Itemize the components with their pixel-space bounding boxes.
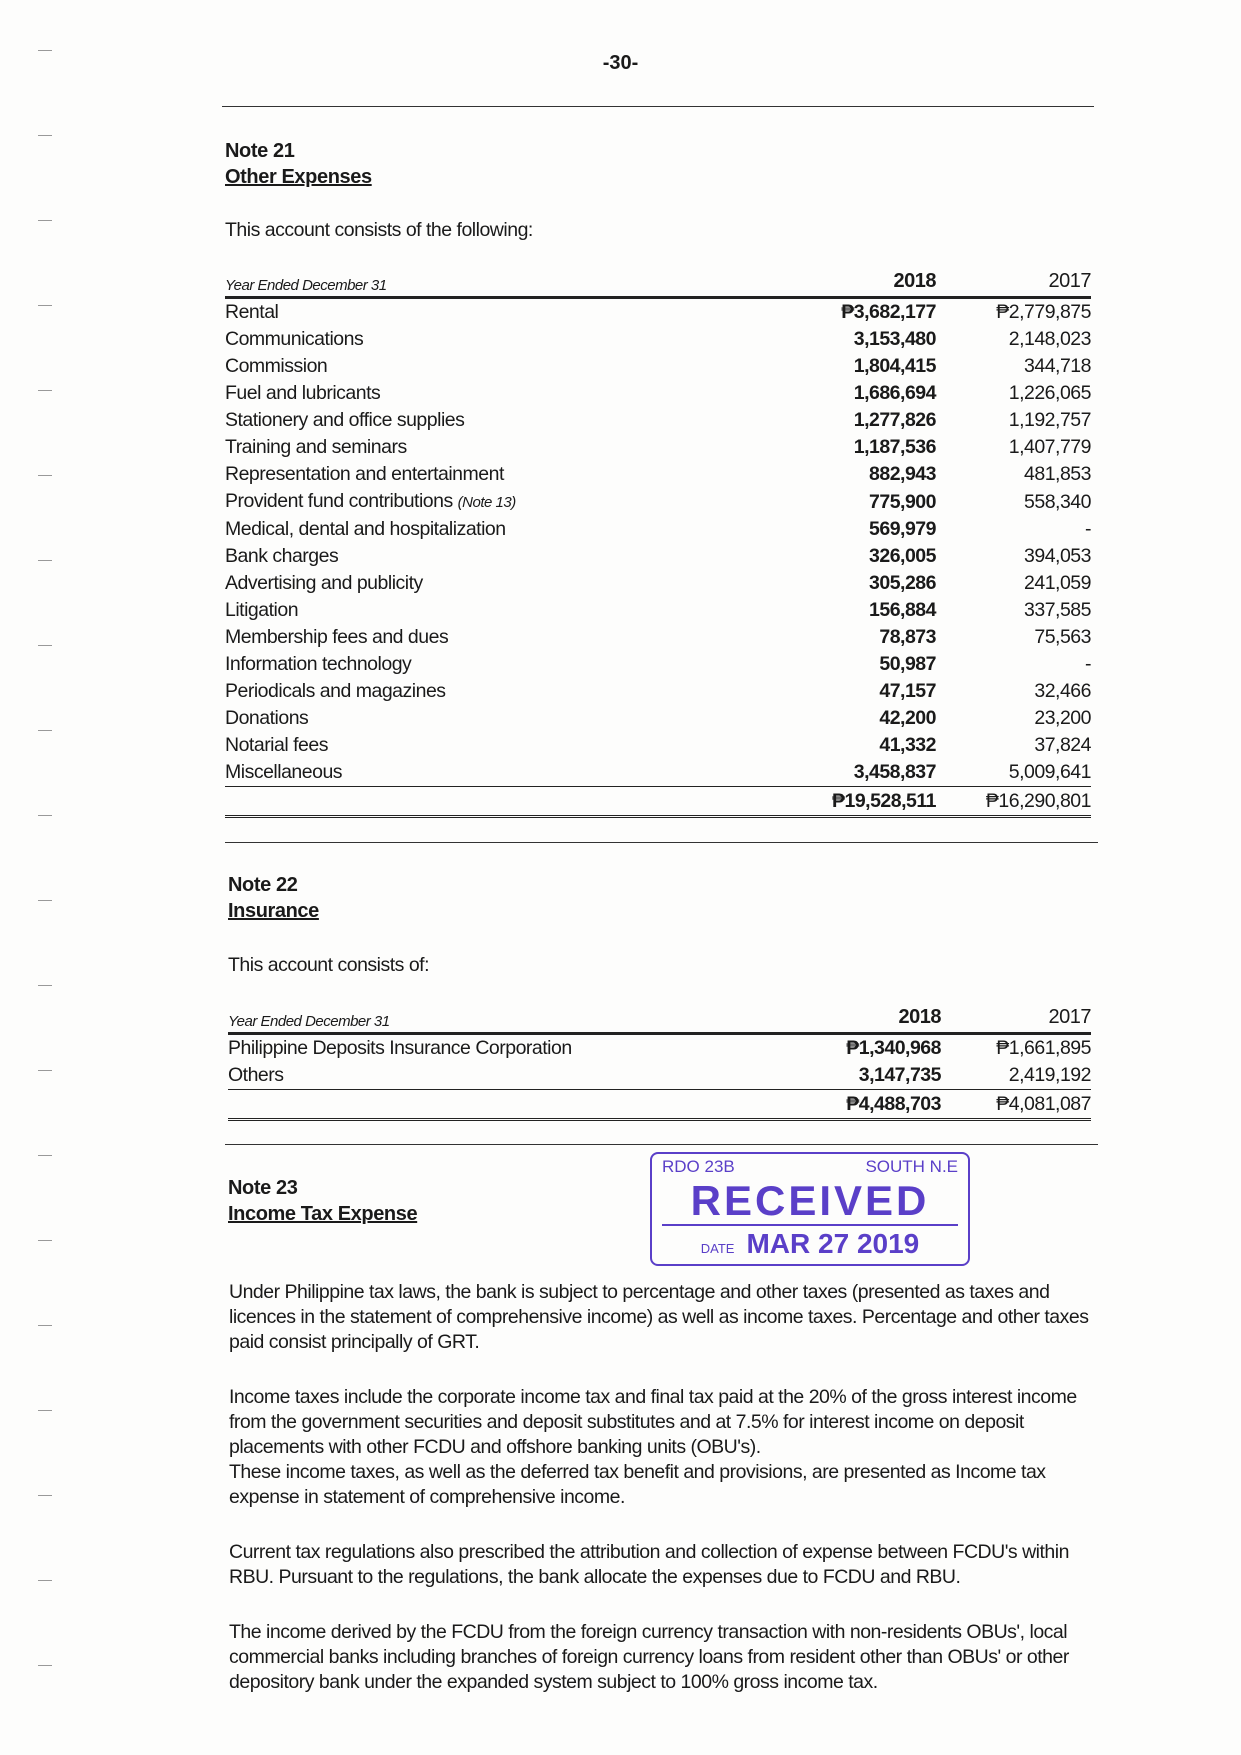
binder-mark (38, 1070, 52, 1071)
binder-mark (38, 475, 52, 476)
value-2018: 569,979 (869, 518, 936, 540)
note23-number: Note 23 (228, 1177, 298, 1199)
binder-mark (38, 1240, 52, 1241)
value-2018: 1,686,694 (853, 382, 936, 404)
total-2017: ₱16,290,801 (936, 787, 1091, 817)
binder-mark (38, 305, 52, 306)
stamp-status: RECEIVED (690, 1177, 930, 1224)
total-row (228, 1090, 1091, 1120)
value-2018: 3,458,837 (766, 759, 936, 787)
note23-paragraph: The income derived by the FCDU from the foreign currency transaction with non-residents OBUs', local commercial banks including branches of foreign currency loans from resident other than OBUs' or other depository bank under the expanded system subject to 100% gross income tax. (229, 1621, 1069, 1693)
total-row (225, 787, 1091, 817)
value-2017: 337,585 (1024, 599, 1091, 621)
value-2018: 156,884 (869, 599, 936, 621)
note23-paragraph: These income taxes, as well as the deferred tax benefit and provisions, are presented as Income tax expense in statement of comprehensive income. (229, 1461, 1046, 1508)
row-label (225, 380, 766, 407)
table-row (228, 1034, 1091, 1063)
note23-title: Income Tax Expense (228, 1203, 418, 1225)
table-row (225, 570, 1091, 597)
binder-mark (38, 900, 52, 901)
value-2018: 50,987 (879, 653, 936, 675)
value-2017: 32,466 (1034, 680, 1091, 702)
header-2018: 2018 (771, 1002, 941, 1034)
value-2017: 75,563 (1034, 626, 1091, 648)
stamp-district: SOUTH N.E (865, 1157, 958, 1176)
value-2017: 5,009,641 (936, 759, 1091, 787)
total-2018: ₱4,488,703 (771, 1090, 941, 1120)
note22-number: Note 22 (228, 874, 298, 896)
note22-title: Insurance (228, 900, 319, 922)
binder-mark (38, 1580, 52, 1581)
binder-mark (38, 560, 52, 561)
table-row (225, 380, 1091, 407)
row-label (225, 570, 766, 597)
value-2017: 1,192,757 (1008, 409, 1091, 431)
row-item: Miscellaneous (225, 761, 343, 783)
stamp-office: RDO 23B (662, 1157, 735, 1176)
table-row (225, 488, 1091, 516)
row-label (225, 678, 766, 705)
note23-paragraph: Income taxes include the corporate income tax and final tax paid at the 20% of the gross interest income from the government securities and deposit substitutes and at 7.5% for interest income on deposit placements with other FCDU and offshore banking units (OBU's). (229, 1386, 1077, 1458)
row-label (225, 624, 766, 651)
value-2017: ₱2,779,875 (996, 301, 1091, 323)
row-item: Training and seminars (225, 436, 407, 458)
row-label (228, 1062, 771, 1090)
value-2017: - (1085, 518, 1091, 540)
row-label (225, 759, 766, 787)
total-2017: ₱4,081,087 (941, 1090, 1091, 1120)
row-label (228, 1034, 771, 1063)
value-2018: 882,943 (869, 463, 936, 485)
binder-mark (38, 730, 52, 731)
page-number: -30- (602, 52, 639, 74)
row-item: Bank charges (225, 545, 339, 567)
header-2018: 2018 (766, 266, 936, 298)
value-2018: 42,200 (879, 707, 936, 729)
note22-divider (225, 1144, 1098, 1145)
value-2018: 1,277,826 (853, 409, 936, 431)
value-2018: 41,332 (879, 734, 936, 756)
row-item: Information technology (225, 653, 412, 675)
binder-mark (38, 390, 52, 391)
binder-mark (38, 135, 52, 136)
table-row (228, 1062, 1091, 1090)
value-2017: ₱1,661,895 (996, 1037, 1091, 1059)
table-row (225, 759, 1091, 787)
binder-mark (38, 220, 52, 221)
row-item: Stationery and office supplies (225, 409, 465, 431)
table-row (225, 516, 1091, 543)
binder-mark (38, 645, 52, 646)
table-row (225, 597, 1091, 624)
value-2018: ₱3,682,177 (841, 301, 936, 323)
note23-paragraph: Current tax regulations also prescribed the attribution and collection of expense between FCDU's within RBU. Pursuant to the regulations, the bank allocate the expenses due to FCDU and RBU. (229, 1541, 1069, 1588)
row-label (225, 516, 766, 543)
row-label (225, 461, 766, 488)
value-2017: 2,148,023 (1008, 328, 1091, 350)
value-2018: 47,157 (879, 680, 936, 702)
row-label (225, 298, 766, 327)
binder-mark (38, 1155, 52, 1156)
stamp-date-label: DATE (700, 1241, 735, 1256)
row-label (225, 434, 766, 461)
value-2018: 78,873 (879, 626, 936, 648)
total-label (228, 1090, 771, 1120)
received-stamp (650, 1152, 970, 1266)
row-item: Provident fund contributions (225, 490, 458, 512)
row-item: Representation and entertainment (225, 463, 504, 485)
table-row (225, 651, 1091, 678)
row-label (225, 326, 766, 353)
note21-divider (225, 842, 1098, 843)
row-item: Rental (225, 301, 279, 323)
row-item: Fuel and lubricants (225, 382, 381, 404)
value-2018: 1,804,415 (853, 355, 936, 377)
table-row (225, 434, 1091, 461)
header-divider (222, 106, 1094, 107)
binder-mark (38, 50, 52, 51)
table-row (225, 705, 1091, 732)
total-2018: ₱19,528,511 (766, 787, 936, 817)
header-2017: 2017 (936, 266, 1091, 298)
value-2018: 3,147,735 (771, 1062, 941, 1090)
table-row (225, 326, 1091, 353)
row-item: Litigation (225, 599, 299, 621)
row-label (225, 597, 766, 624)
binder-mark (38, 1325, 52, 1326)
table-row (225, 678, 1091, 705)
value-2017: 344,718 (1024, 355, 1091, 377)
stamp-date: MAR 27 2019 (746, 1228, 920, 1259)
row-item: Notarial fees (225, 734, 328, 756)
value-2018: ₱1,340,968 (846, 1037, 941, 1059)
row-item: Membership fees and dues (225, 626, 449, 648)
row-item: Advertising and publicity (225, 572, 423, 594)
table-row (225, 353, 1091, 380)
note21-number: Note 21 (225, 140, 295, 162)
binder-mark (38, 1495, 52, 1496)
note21-title: Other Expenses (225, 166, 372, 188)
value-2017: 2,419,192 (941, 1062, 1091, 1090)
table-row (225, 407, 1091, 434)
row-item: Others (228, 1064, 284, 1086)
row-label (225, 488, 766, 516)
table-row (225, 461, 1091, 488)
value-2017: 23,200 (1034, 707, 1091, 729)
row-item: Periodicals and magazines (225, 680, 446, 702)
row-item: Philippine Deposits Insurance Corporation (228, 1037, 572, 1059)
value-2018: 305,286 (869, 572, 936, 594)
table-row (225, 624, 1091, 651)
value-2017: 481,853 (1024, 463, 1091, 485)
value-2017: - (1085, 653, 1091, 675)
note23-body (229, 1280, 1109, 1725)
header-label: Year Ended December 31 (225, 266, 766, 298)
row-item: Commission (225, 355, 328, 377)
row-label (225, 407, 766, 434)
value-2017: 558,340 (1024, 490, 1091, 513)
binder-mark (38, 985, 52, 986)
note21-intro: This account consists of the following: (225, 219, 533, 241)
table-row (225, 732, 1091, 759)
header-2017: 2017 (941, 1002, 1091, 1034)
note22-intro: This account consists of: (228, 954, 430, 976)
row-label (225, 705, 766, 732)
row-label (225, 651, 766, 678)
value-2017: 394,053 (1024, 545, 1091, 567)
row-note-ref: (Note 13) (457, 494, 516, 511)
value-2017: 241,059 (1024, 572, 1091, 594)
value-2017: 1,226,065 (1008, 382, 1091, 404)
value-2018: 1,187,536 (853, 436, 936, 458)
header-label: Year Ended December 31 (228, 1002, 771, 1034)
binder-mark (38, 815, 52, 816)
row-label (225, 543, 766, 570)
row-item: Communications (225, 328, 364, 350)
other-expenses-table (225, 266, 1091, 818)
row-label (225, 353, 766, 380)
value-2017: 1,407,779 (1008, 436, 1091, 458)
binder-mark (38, 1410, 52, 1411)
note23-paragraph: Under Philippine tax laws, the bank is subject to percentage and other taxes (presented as taxes and licences in the statement of comprehensive income) as well as income taxes. Percentage and other taxes paid consist principally of GRT. (229, 1281, 1089, 1353)
value-2017: 37,824 (1034, 734, 1091, 756)
value-2018: 775,900 (869, 490, 936, 513)
table-row (225, 543, 1091, 570)
insurance-table (228, 1002, 1091, 1121)
table-row (225, 298, 1091, 327)
binder-mark (38, 1665, 52, 1666)
value-2018: 326,005 (869, 545, 936, 567)
row-item: Donations (225, 707, 309, 729)
value-2018: 3,153,480 (853, 328, 936, 350)
row-label (225, 732, 766, 759)
row-item: Medical, dental and hospitalization (225, 518, 506, 540)
total-label (225, 787, 766, 817)
